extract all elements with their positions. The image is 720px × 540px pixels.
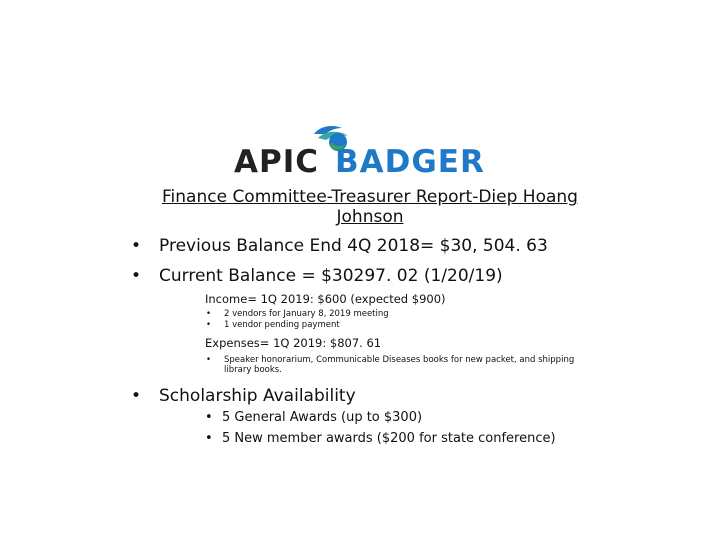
apic-badger-logo [232,120,507,182]
current-balance-text: Current Balance = $30297. 02 (1/20/19) [159,266,503,286]
bullet-glyph: • [205,410,213,425]
report-title: Finance Committee-Treasurer Report-Diep Hoang Johnson [162,187,578,227]
scholarship-sub-text: 5 New member awards ($200 for state conference) [222,431,556,446]
logo-text-apic: APIC [234,144,319,180]
expenses-item-text: Speaker honorarium, Communicable Diseases books for new packet, and shipping library books. [224,355,575,375]
expenses-heading: Expenses= 1Q 2019: $807. 61 [205,336,382,350]
income-item-text: 2 vendors for January 8, 2019 meeting [224,309,389,319]
current-balance-item [131,265,503,287]
bullet-glyph: • [131,266,142,286]
bullet-glyph: • [131,386,142,406]
income-heading: Income= 1Q 2019: $600 (expected $900) [205,292,446,306]
bullet-glyph: • [206,309,212,319]
scholarship-item [131,385,356,407]
bullet-glyph: • [205,431,213,446]
bullet-glyph: • [206,355,212,365]
scholarship-sub-text: 5 General Awards (up to $300) [222,410,423,425]
expenses-item [206,355,606,375]
income-item [206,320,606,330]
scholarship-sub-item [205,410,422,426]
logo-text-badger: BADGER [335,144,485,180]
scholarship-text: Scholarship Availability [159,386,356,406]
scholarship-sub-item [205,431,556,447]
logo-graphic [232,120,507,182]
income-item-text: 1 vendor pending payment [224,320,340,330]
previous-balance-text: Previous Balance End 4Q 2018= $30, 504. 63 [159,236,548,256]
bullet-glyph: • [131,236,142,256]
previous-balance-item [131,235,548,257]
income-item [206,309,606,319]
bullet-glyph: • [206,320,212,330]
